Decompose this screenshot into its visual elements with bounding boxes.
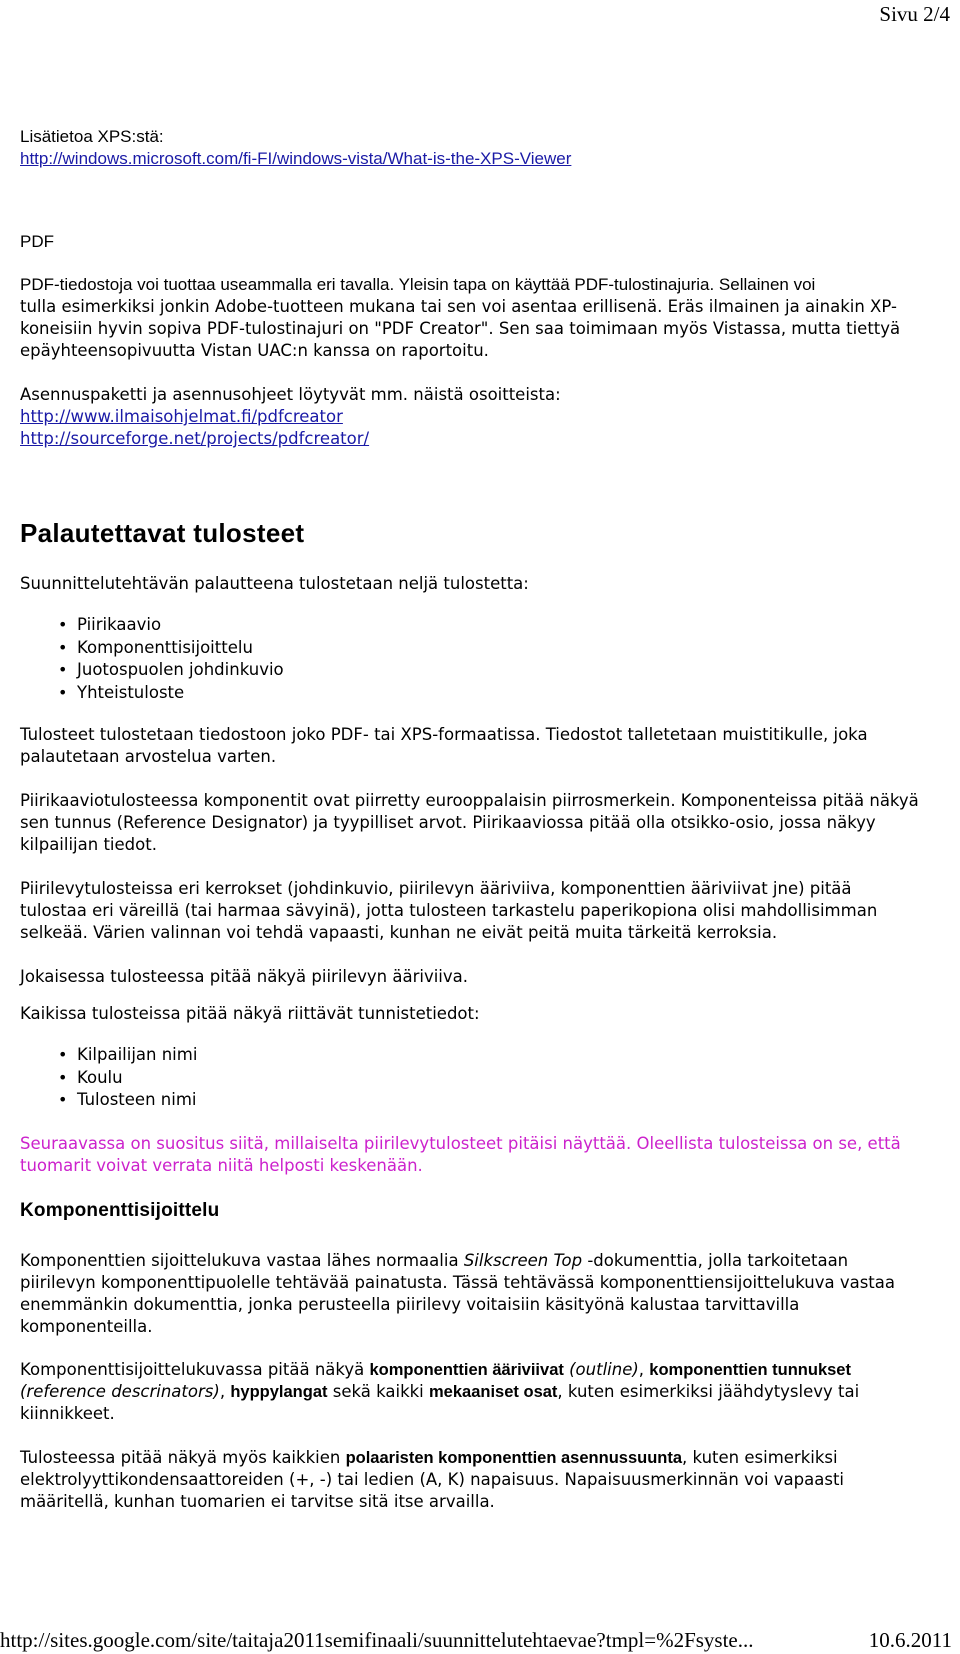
paragraph-line: piirilevyn komponenttipuolelle tehtävää painatusta. Tässä tehtävässä komponenttiensijoittelukuva vastaa [20,1273,895,1292]
install-label: Asennuspaketti ja asennusohjeet löytyvät mm. näistä osoitteista: [20,385,561,404]
paragraph-line: elektrolyyttikondensaattoreiden (+, -) tai ledien (A, K) napaisuus. Napaisuusmerkinnän voi vapaasti [20,1470,845,1489]
paragraph-line: enemmänkin dokumenttia, jonka perusteella piirilevy voitaisiin käsityönä kalustaa tarvittavilla [20,1295,800,1314]
paragraph-line: tulostaa eri väreillä (tai harmaa sävyinä), jotta tulosteen tarkastelu paperikopiona olisi mahdollisimman [20,901,878,920]
subsection-title: Komponenttisijoittelu [20,1200,220,1221]
paragraph-line: Komponenttien sijoittelukuva vastaa lähes normaalia Silkscreen Top -dokumenttia, jolla tarkoitetaan [20,1251,849,1270]
page-footer [0,1628,960,1653]
footer-url: http://sites.google.com/site/taitaja2011semifinaali/suunnittelutehtaevae?tmpl=%2Fsyste... [0,1628,754,1652]
paragraph-line: Tulosteessa pitää näkyä myös kaikkien polaaristen komponenttien asennussuunta, kuten esimerkiksi [20,1448,838,1467]
paragraph-line: Jokaisessa tulosteessa pitää näkyä piirilevyn ääriviiva. [20,967,469,986]
ilmaisohjelmat-link[interactable]: http://www.ilmaisohjelmat.fi/pdfcreator [20,407,343,426]
list-item: • Tulosteen nimi [20,1089,420,1112]
paragraph-line: Komponenttisijoittelukuvassa pitää näkyä komponenttien ääriviivat (outline), komponenttien tunnukset [20,1360,851,1379]
paragraph-line: palautetaan arvostelua varten. [20,747,277,766]
prints-list [20,614,420,704]
pdf-text-line: PDF-tiedostoja voi tuottaa useammalla eri tavalla. Yleisin tapa on käyttää PDF-tulostinajuria. Sellainen voi [20,275,816,294]
paragraph-line: sen tunnus (Reference Designator) ja tyypilliset arvot. Piirikaaviossa pitää olla otsikko-osio, jossa näkyy [20,813,876,832]
pdf-text-line: tulla esimerkiksi jonkin Adobe-tuotteen mukana tai sen voi asentaa erillisenä. Eräs ilmainen ja ainakin XP- [20,297,897,316]
paragraph-line: kilpailijan tiedot. [20,835,157,854]
xps-info-label: Lisätietoa XPS:stä: [20,127,164,146]
paragraph-line: komponenteilla. [20,1317,153,1336]
section-intro: Suunnittelutehtävän palautteena tulostetaan neljä tulostetta: [20,574,529,593]
pdf-text-line: koneisiin hyvin sopiva PDF-tulostinajuri on "PDF Creator". Sen saa toimimaan myös Vistassa, mutta tiettyä [20,319,901,338]
section-title: Palautettavat tulosteet [20,518,305,548]
pdf-heading: PDF [20,232,54,251]
sourceforge-link[interactable]: http://sourceforge.net/projects/pdfcreator/ [20,429,370,448]
identifiers-list [20,1044,420,1112]
paragraph-line: selkeää. Värien valinnan voi tehdä vapaasti, kunhan ne eivät peitä muita tärkeitä kerroksia. [20,923,778,942]
paragraph-line: kiinnikkeet. [20,1404,115,1423]
list-item: • Juotospuolen johdinkuvio [20,659,420,682]
xps-viewer-link[interactable]: http://windows.microsoft.com/fi-FI/windows-vista/What-is-the-XPS-Viewer [20,149,572,168]
footer-date: 10.6.2011 [868,1628,952,1652]
paragraph-line: Tulosteet tulostetaan tiedostoon joko PDF- tai XPS-formaatissa. Tiedostot talletetaan muistitikulle, joka [20,725,868,744]
pdf-text-line: epäyhteensopivuutta Vistan UAC:n kanssa on raportoitu. [20,341,489,360]
paragraph-line: Piirikaaviotulosteessa komponentit ovat piirretty eurooppalaisin piirrosmerkein. Komponenteissa pitää näkyä [20,791,919,810]
recommendation-note: Seuraavassa on suositus siitä, millaiselta piirilevytulosteet pitäisi näyttää. Oleellista tulosteissa on se, että [20,1134,901,1153]
list-item: • Koulu [20,1067,420,1090]
list-item: • Piirikaavio [20,614,420,637]
paragraph-line: (reference descrinators), hyppylangat sekä kaikki mekaaniset osat, kuten esimerkiksi jäähdytyslevy tai [20,1382,860,1401]
page-number: Sivu 2/4 [879,2,950,26]
paragraph-line: Piirilevytulosteissa eri kerrokset (johdinkuvio, piirilevyn ääriviiva, komponenttien ääriviivat jne) pitää [20,879,852,898]
recommendation-note: tuomarit voivat verrata niitä helposti keskenään. [20,1156,423,1175]
paragraph-line: määritellä, kunhan tuomarien ei tarvitse sitä itse arvailla. [20,1492,495,1511]
list-item: • Kilpailijan nimi [20,1044,420,1067]
list-item: • Komponenttisijoittelu [20,637,420,660]
list-item: • Yhteistuloste [20,682,420,705]
paragraph-line: Kaikissa tulosteissa pitää näkyä riittävät tunnistetiedot: [20,1004,480,1023]
